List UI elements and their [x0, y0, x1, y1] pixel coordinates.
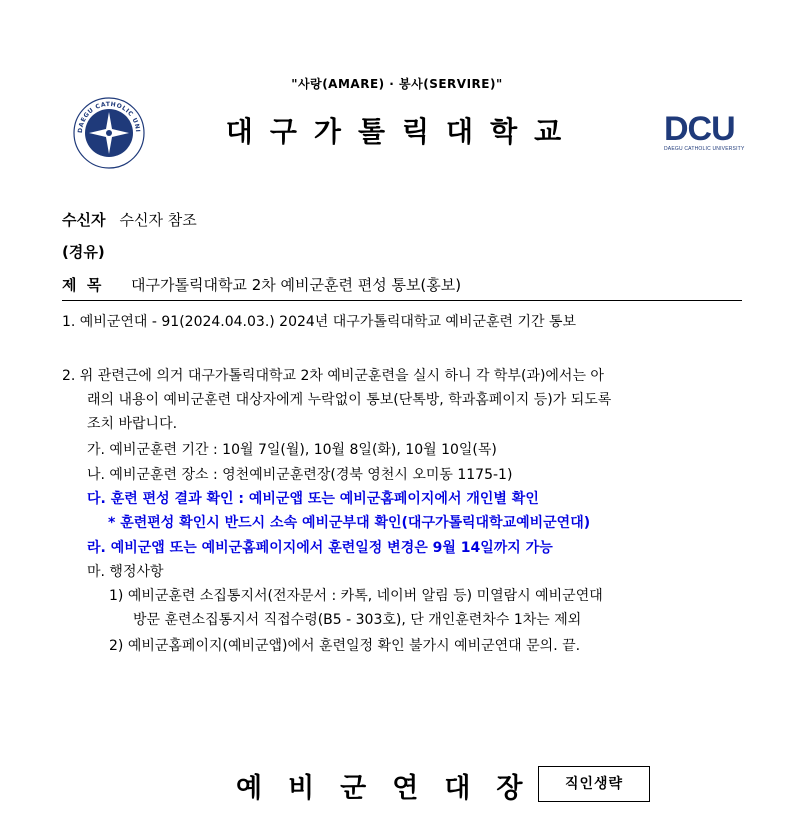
item-ma: 마. 행정사항 [87, 564, 164, 580]
item-ma-1-line-2: 방문 훈련소집통지서 직접수령(B5 - 303호), 단 개인훈련차수 1차는 제외 [133, 612, 582, 628]
recipient-row [62, 209, 197, 231]
dcu-logo [664, 110, 745, 158]
item-1: 1. 예비군연대 - 91(2024.04.03.) 2024년 대구가톨릭대학교 예비군훈련 기간 통보 [62, 314, 577, 330]
dcu-logo-subtext: DAEGU CATHOLIC UNIVERSITY [664, 146, 745, 152]
subject-label: 제 목 [62, 276, 102, 294]
item-2-line-1: 2. 위 관련근에 의거 대구가톨릭대학교 2차 예비군훈련을 실시 하니 각 학부(과)에서는 아 [62, 368, 604, 384]
signatory: 예비군연대장 [236, 773, 549, 804]
dcu-logo-text: DCU [664, 110, 735, 148]
seal-text: DAEGU CATHOLIC UNI [76, 100, 142, 134]
recipient-value: 수신자 참조 [119, 211, 197, 229]
via-label: (경유) [62, 243, 105, 261]
item-ga: 가. 예비군훈련 기간 : 10월 7일(월), 10월 8일(화), 10월 10일(목) [87, 442, 497, 458]
header-divider [62, 300, 742, 301]
item-na: 나. 예비군훈련 장소 : 영천예비군훈련장(경북 영천시 오미동 1175-1) [87, 467, 513, 483]
recipient-label: 수신자 [62, 211, 106, 229]
item-da: 다. 훈련 편성 결과 확인 : 예비군앱 또는 예비군홈페이지에서 개인별 확인 [87, 491, 539, 507]
subject-value: 대구가톨릭대학교 2차 예비군훈련 편성 통보(홍보) [131, 276, 462, 294]
subject-row [62, 274, 461, 296]
item-da-note: * 훈련편성 확인시 반드시 소속 예비군부대 확인(대구가톨릭대학교예비군연대) [108, 515, 591, 531]
university-name: 대구가톨릭대학교 [225, 115, 579, 148]
item-2-line-3: 조치 바랍니다. [87, 416, 178, 432]
motto: "사랑(AMARE) · 봉사(SERVIRE)" [291, 77, 503, 91]
seal-omitted-stamp: 직인생략 [538, 766, 650, 802]
item-ma-1-line-1: 1) 예비군훈련 소집통지서(전자문서 : 카톡, 네이버 알림 등) 미열람시 예비군연대 [109, 588, 603, 604]
item-2-line-2: 래의 내용이 예비군훈련 대상자에게 누락없이 통보(단톡방, 학과홈페이지 등)가 되도록 [87, 392, 612, 408]
via-row [62, 241, 105, 263]
item-ra: 라. 예비군앱 또는 예비군홈페이지에서 훈련일정 변경은 9월 14일까지 가능 [87, 540, 553, 556]
item-ma-2: 2) 예비군홈페이지(예비군앱)에서 훈련일정 확인 불가시 예비군연대 문의. 끝. [109, 638, 581, 654]
